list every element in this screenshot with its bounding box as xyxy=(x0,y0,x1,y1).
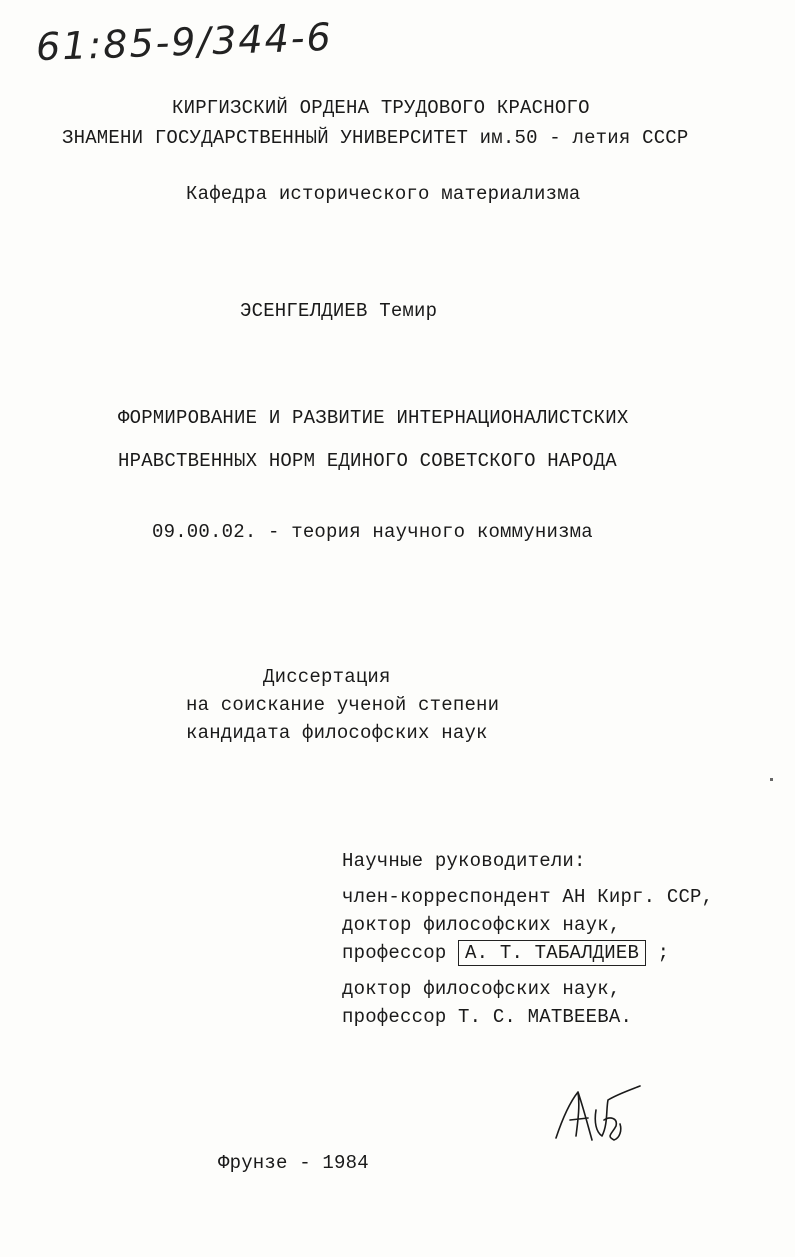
title-line-2: НРАВСТВЕННЫХ НОРМ ЕДИНОГО СОВЕТСКОГО НАРОДА xyxy=(118,450,617,472)
university-line-1: КИРГИЗСКИЙ ОРДЕНА ТРУДОВОГО КРАСНОГО xyxy=(172,97,590,119)
supervisor-1-name: А. Т. ТАБАЛДИЕВ xyxy=(458,940,646,966)
supervisor-1-line-2: доктор философских наук, xyxy=(342,914,621,936)
department: Кафедра исторического материализма xyxy=(186,183,581,205)
scan-mark xyxy=(770,778,773,781)
archive-number: 61:85-9/344-6 xyxy=(35,14,334,70)
title-line-1: ФОРМИРОВАНИЕ И РАЗВИТИЕ ИНТЕРНАЦИОНАЛИСТСКИХ xyxy=(118,407,629,429)
supervisor-1-prefix: профессор xyxy=(342,942,447,964)
dissertation-line-2: на соискание ученой степени xyxy=(186,694,500,716)
supervisor-2-line-1: доктор философских наук, xyxy=(342,978,621,1000)
city-year: Фрунзе - 1984 xyxy=(218,1152,369,1174)
supervisors-heading: Научные руководители: xyxy=(342,850,586,872)
university-line-2: ЗНАМЕНИ ГОСУДАРСТВЕННЫЙ УНИВЕРСИТЕТ им.50 - летия СССР xyxy=(62,127,689,149)
supervisor-2-line-2: профессор Т. С. МАТВЕЕВА. xyxy=(342,1006,633,1028)
supervisor-1-line-3 xyxy=(342,940,669,966)
dissertation-line-1: Диссертация xyxy=(263,666,391,688)
signature-icon xyxy=(548,1080,648,1150)
supervisor-1-line-1: член-корреспондент АН Кирг. ССР, xyxy=(342,886,714,908)
dissertation-line-3: кандидата философских наук xyxy=(186,722,488,744)
supervisor-1-suffix: ; xyxy=(657,942,670,964)
author-name: ЭСЕНГЕЛДИЕВ Темир xyxy=(240,300,438,322)
specialty: 09.00.02. - теория научного коммунизма xyxy=(152,521,593,543)
